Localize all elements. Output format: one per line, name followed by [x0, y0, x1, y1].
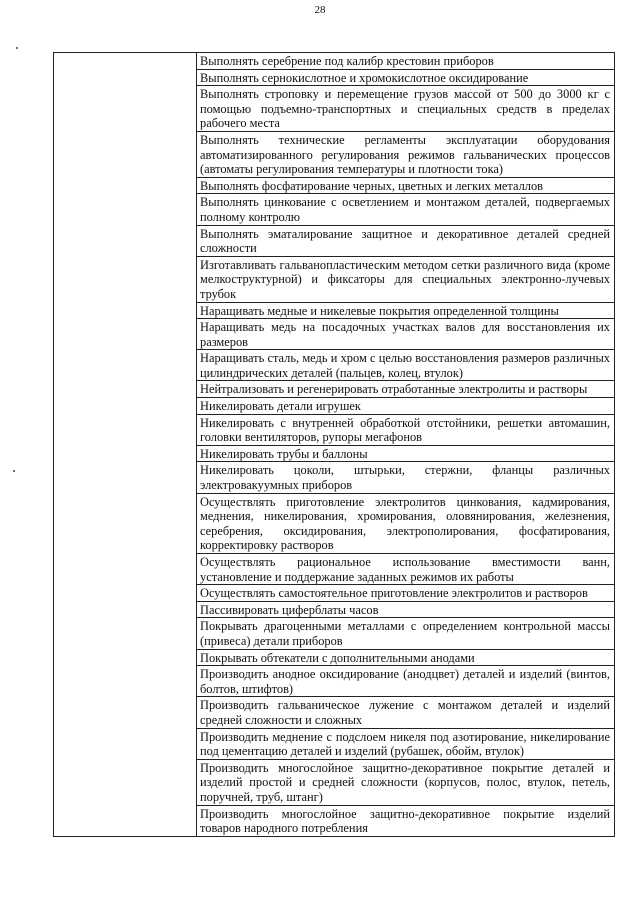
row-text: Выполнять технические регламенты эксплуатации оборудования автоматизированного регулирования режимов гальванических процессов (автоматы регулирования температуры и плотности тока): [197, 131, 615, 177]
row-text: Наращивать сталь, медь и хром с целью восстановления размеров различных цилиндрических деталей (пальцев, колец, втулок): [197, 350, 615, 381]
row-text: Осуществлять рациональное использование вместимости ванн, установление и поддержание заданных режимов их работы: [197, 554, 615, 585]
row-text: Производить меднение с подслоем никеля под азотирование, никелирование под цементацию деталей и изделий (рубашек, обойм, втулок): [197, 728, 615, 759]
row-text: Покрывать обтекатели с дополнительными анодами: [197, 649, 615, 666]
row-text: Наращивать медь на посадочных участках валов для восстановления их размеров: [197, 319, 615, 350]
row-text: Производить анодное оксидирование (анодцвет) деталей и изделий (винтов, болтов, штифтов): [197, 666, 615, 697]
row-text: Выполнять фосфатирование черных, цветных и легких металлов: [197, 177, 615, 194]
row-text: Изготавливать гальванопластическим методом сетки различного вида (кроме мелкоструктурной) и фиксаторы для специальных электронно-лучевых трубок: [197, 256, 615, 302]
scan-speck: [13, 470, 15, 472]
competency-table: [53, 52, 615, 837]
row-text: Производить многослойное защитно-декоративное покрытие деталей и изделий простой и средней сложности (корпусов, полос, втулок, петель, поручней, труб, штанг): [197, 759, 615, 805]
row-text: Пассивировать циферблаты часов: [197, 601, 615, 618]
row-text: Выполнять серебрение под калибр крестовин приборов: [197, 53, 615, 70]
row-text: Выполнять цинкование с осветлением и монтажом деталей, подвергаемых полному контролю: [197, 194, 615, 225]
row-text: Выполнять эматалирование защитное и декоративное деталей средней сложности: [197, 225, 615, 256]
row-text: Никелировать детали игрушек: [197, 398, 615, 415]
row-text: Никелировать с внутренней обработкой отстойники, решетки автомашин, головки вентиляторов, рупоры мегафонов: [197, 414, 615, 445]
row-text: Покрывать драгоценными металлами с определением контрольной массы (привеса) детали приборов: [197, 618, 615, 649]
row-text: Никелировать трубы и баллоны: [197, 445, 615, 462]
row-text: Осуществлять самостоятельное приготовление электролитов и растворов: [197, 585, 615, 602]
scan-speck: [16, 47, 18, 49]
left-column-cell: [54, 53, 197, 837]
row-text: Выполнять сернокислотное и хромокислотное оксидирование: [197, 69, 615, 86]
row-text: Выполнять строповку и перемещение грузов массой от 500 до 3000 кг с помощью подъемно-транспортных и специальных средств в пределах рабочего места: [197, 86, 615, 132]
table-row: [54, 53, 615, 70]
row-text: Производить гальваническое лужение с монтажом деталей и изделий средней сложности и сложных: [197, 697, 615, 728]
row-text: Производить многослойное защитно-декоративное покрытие изделий товаров народного потребления: [197, 805, 615, 836]
row-text: Наращивать медные и никелевые покрытия определенной толщины: [197, 302, 615, 319]
table-body: [54, 53, 615, 837]
row-text: Нейтрализовать и регенерировать отработанные электролиты и растворы: [197, 381, 615, 398]
row-text: Никелировать цоколи, штырьки, стержни, фланцы различных электровакуумных приборов: [197, 462, 615, 493]
row-text: Осуществлять приготовление электролитов цинкования, кадмирования, меднения, никелирования, хромирования, оловянирования, железнения, серебрения, оксидирования, электрополирования, фосфатирования, корректировку растворов: [197, 493, 615, 553]
page-number: 28: [314, 4, 326, 16]
